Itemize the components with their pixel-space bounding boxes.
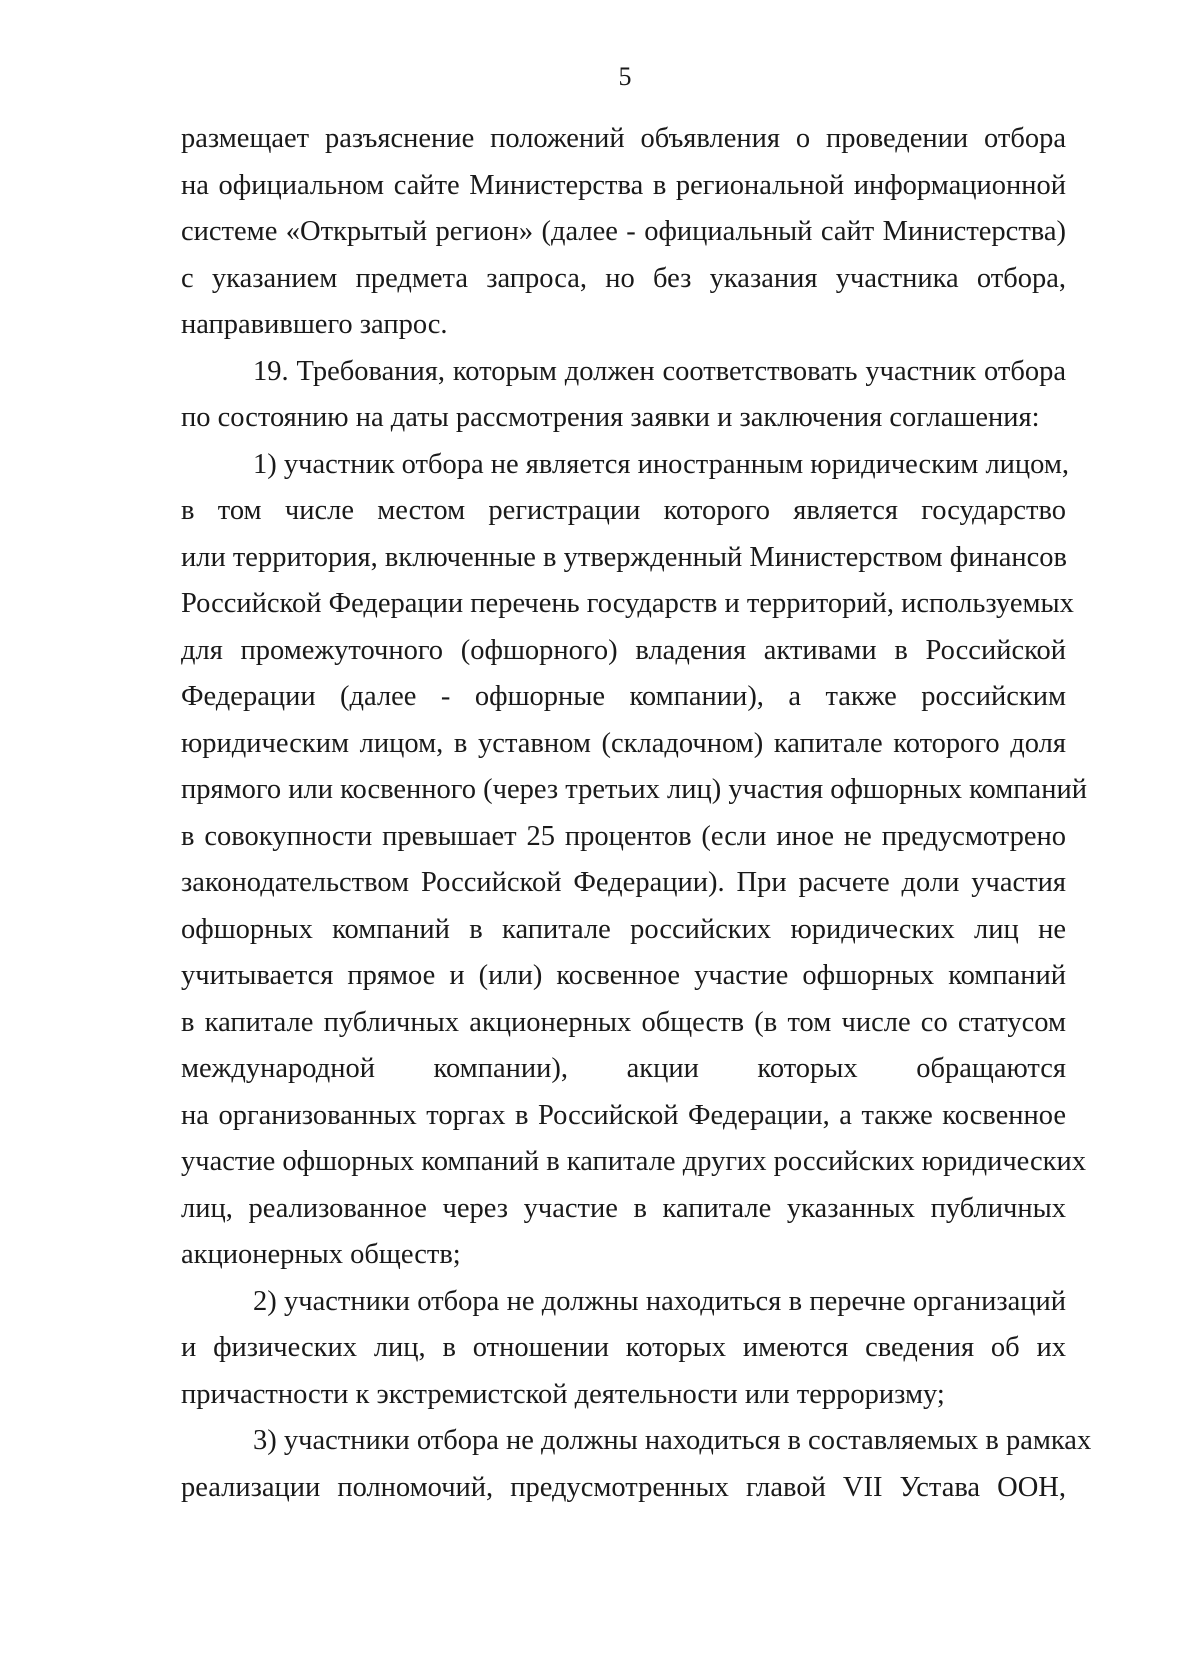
text-line: реализации полномочий, предусмотренных главой VII Устава ООН, [181, 1471, 1066, 1503]
text-line: размещает разъяснение положений объявления о проведении отбора [181, 123, 1066, 154]
text-line: причастности к экстремистской деятельности или терроризму; [181, 1378, 945, 1410]
text-line: юридическим лицом, в уставном (складочном) капитале которого доля [181, 727, 1066, 759]
document-body [181, 116, 1092, 1511]
text-line: в капитале публичных акционерных обществ (в том числе со статусом [181, 1006, 1066, 1038]
page-number: 5 [618, 62, 632, 91]
text-line: Федерации (далее - офшорные компании), а также российским [181, 681, 1066, 712]
text-line: на официальном сайте Министерства в региональной информационной [181, 169, 1066, 201]
text-line: 2) участники отбора не должны находиться в перечне организаций [253, 1285, 1066, 1317]
text-line: направившего запрос. [181, 309, 448, 340]
text-line: и физических лиц, в отношении которых имеются сведения об их [181, 1332, 1066, 1363]
text-line: с указанием предмета запроса, но без указания участника отбора, [181, 262, 1066, 294]
text-line: или территория, включенные в утвержденный Министерством финансов [181, 541, 1067, 573]
text-line: по состоянию на даты рассмотрения заявки и заключения соглашения: [181, 402, 1040, 433]
paragraph-item-19-requirements [181, 349, 1066, 442]
text-line: 1) участник отбора не является иностранным юридическим лицом, [253, 448, 1070, 480]
text-line: 19. Требования, которым должен соответствовать участник отбора [253, 355, 1066, 387]
text-line: офшорных компаний в капитале российских юридических лиц не [181, 913, 1066, 945]
paragraph-subitem-3-un-lists [181, 1418, 1092, 1511]
paragraph-subitem-1-offshore [181, 442, 1087, 1279]
paragraph-subitem-2-extremism [181, 1279, 1066, 1419]
text-line: учитывается прямое и (или) косвенное участие офшорных компаний [181, 960, 1066, 991]
text-line: Российской Федерации перечень государств и территорий, используемых [181, 588, 1074, 619]
text-line: акционерных обществ; [181, 1239, 461, 1270]
text-line: участие офшорных компаний в капитале других российских юридических [181, 1146, 1087, 1177]
text-line: системе «Открытый регион» (далее - официальный сайт Министерства) [181, 216, 1066, 247]
text-line: в совокупности превышает 25 процентов (если иное не предусмотрено [181, 820, 1066, 852]
text-line: для промежуточного (офшорного) владения активами в Российской [181, 634, 1066, 666]
text-line: в том числе местом регистрации которого является государство [181, 495, 1066, 526]
text-line: 3) участники отбора не должны находиться в составляемых в рамках [253, 1425, 1092, 1456]
text-line: на организованных торгах в Российской Федерации, а также косвенное [181, 1099, 1066, 1131]
paragraph-explanation-publication [181, 116, 1066, 349]
text-line: прямого или косвенного (через третьих лиц) участия офшорных компаний [181, 774, 1087, 805]
text-line: лиц, реализованное через участие в капитале указанных публичных [181, 1192, 1066, 1224]
text-line: международной компании), акции которых обращаются [181, 1053, 1066, 1084]
text-line: законодательством Российской Федерации). При расчете доли участия [181, 867, 1066, 898]
